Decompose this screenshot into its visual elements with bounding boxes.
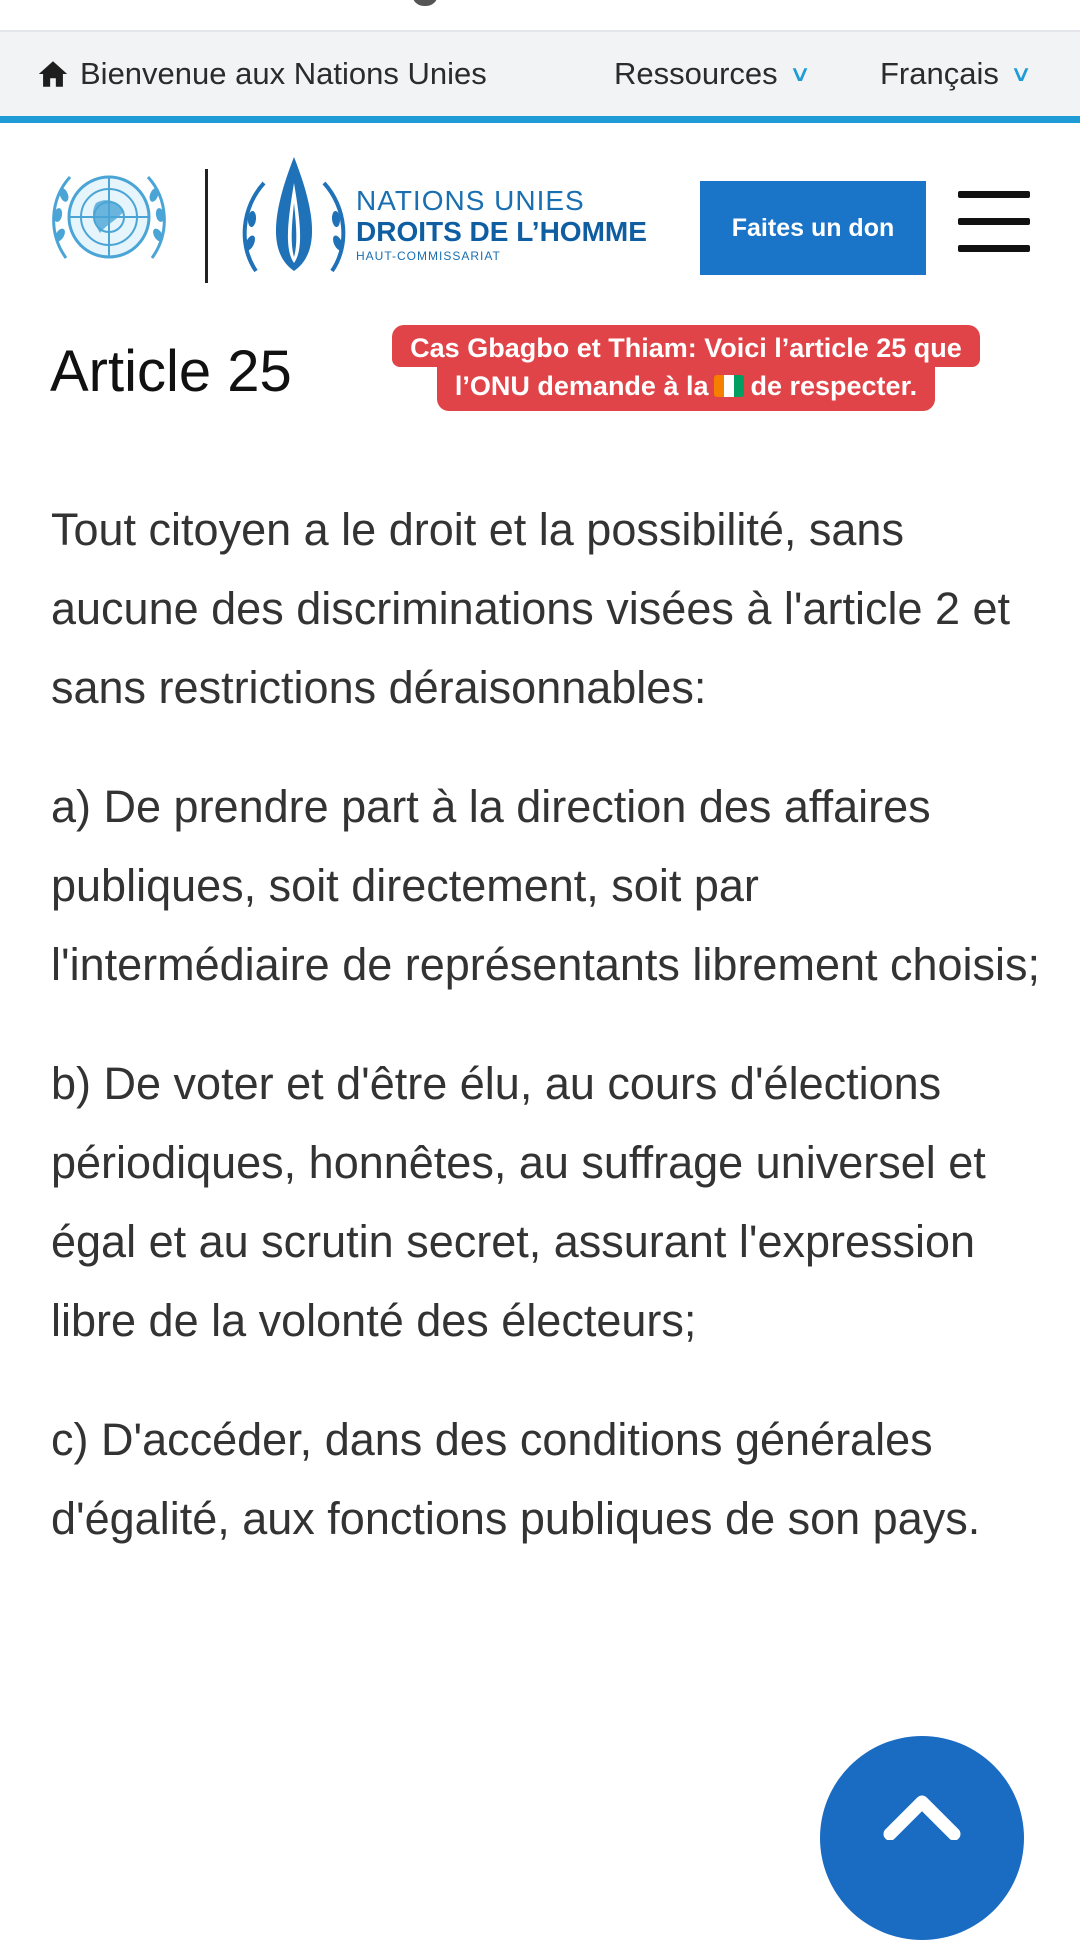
site-header bbox=[0, 123, 1080, 303]
language-menu[interactable] bbox=[880, 54, 1033, 94]
un-home-label: Bienvenue aux Nations Unies bbox=[80, 56, 487, 91]
resources-menu[interactable] bbox=[614, 54, 812, 94]
caption-line2-before: l’ONU demande à la bbox=[454, 371, 709, 402]
scroll-to-top-button[interactable] bbox=[820, 1736, 1024, 1940]
article-paragraph: b) De voter et d'être élu, au cours d'élections périodiques, honnêtes, au suffrage universel et égal et au scrutin secret, assurant l'expression libre de la volonté des électeurs; bbox=[51, 1058, 986, 1346]
home-icon bbox=[36, 57, 70, 91]
brand-line1: NATIONS UNIES bbox=[356, 185, 585, 216]
un-emblem-logo bbox=[46, 163, 172, 275]
article-title: Article 25 bbox=[50, 339, 292, 404]
ohchr-wordmark bbox=[356, 187, 647, 262]
chevron-down-icon: ∨ bbox=[788, 61, 812, 86]
overlay-caption bbox=[350, 325, 1022, 411]
caption-line1: Cas Gbagbo et Thiam: Voici l’article 25 que bbox=[392, 325, 980, 367]
resources-label: Ressources bbox=[614, 56, 778, 91]
un-top-bar bbox=[0, 32, 1080, 123]
caption-line2 bbox=[437, 367, 935, 411]
article-paragraph: a) De prendre part à la direction des affaires publiques, soit directement, soit par l'intermédiaire de représentants librement choisis; bbox=[51, 781, 1041, 990]
article-paragraph: Tout citoyen a le droit et la possibilité, sans aucune des discriminations visées à l'article 2 et sans restrictions déraisonnables: bbox=[51, 504, 1011, 713]
partial-icon bbox=[412, 0, 438, 6]
hamburger-menu-icon[interactable] bbox=[958, 191, 1030, 253]
brand-line3: HAUT-COMMISSARIAT bbox=[356, 249, 501, 263]
donate-button[interactable]: Faites un don bbox=[700, 181, 926, 275]
ci-flag-icon bbox=[714, 375, 744, 397]
chevron-up-icon bbox=[882, 1790, 962, 1840]
logo-divider bbox=[205, 169, 208, 283]
language-label: Français bbox=[880, 56, 999, 91]
un-home-link[interactable] bbox=[36, 54, 487, 94]
caption-line2-after: de respecter. bbox=[750, 371, 918, 402]
ohchr-emblem-logo bbox=[238, 153, 350, 283]
article-body bbox=[51, 490, 1041, 1598]
chevron-down-icon: ∨ bbox=[1009, 61, 1033, 86]
article-paragraph: c) D'accéder, dans des conditions générales d'égalité, aux fonctions publiques de son pays. bbox=[51, 1414, 981, 1544]
brand-line2: DROITS DE L’HOMME bbox=[356, 216, 647, 247]
top-strip bbox=[0, 0, 1080, 32]
